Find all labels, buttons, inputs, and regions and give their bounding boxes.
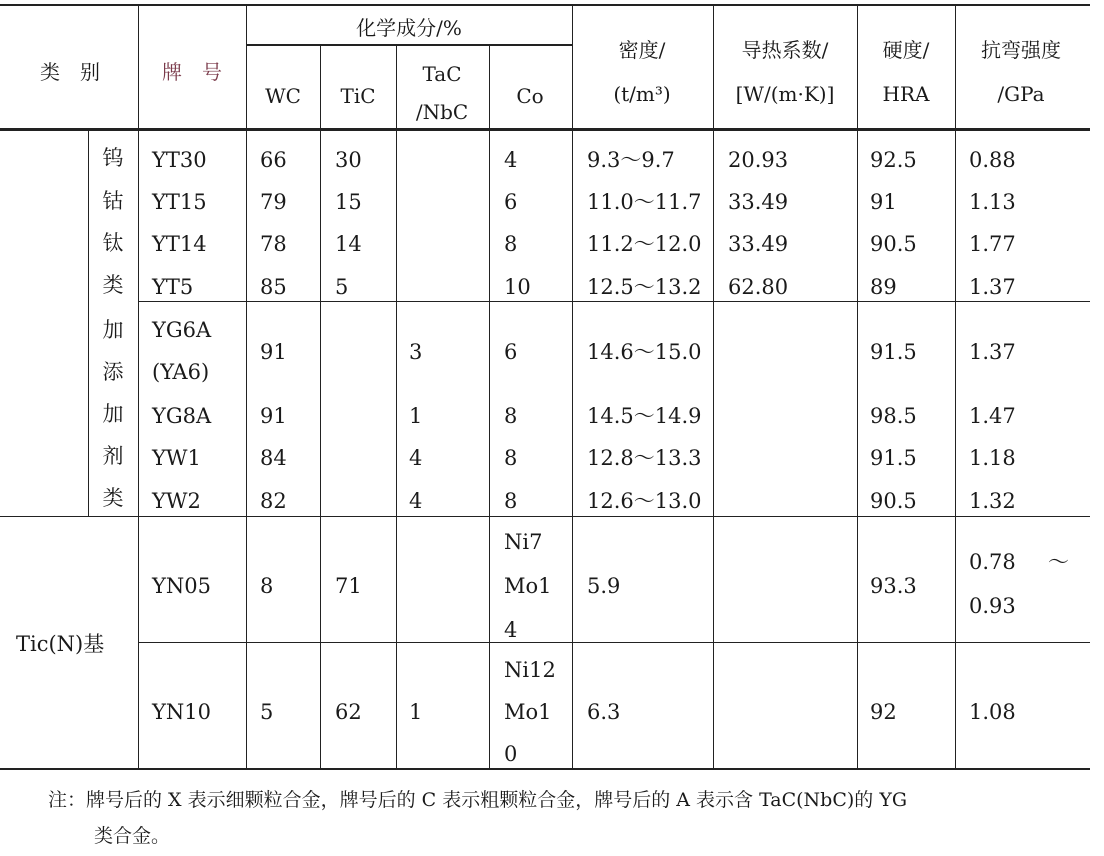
cell-density: 6.3 (587, 700, 621, 724)
cell-density: 11.2～12.0 (587, 232, 702, 256)
cell-wc: 5 (260, 700, 274, 724)
cell-hardness: 91 (870, 190, 897, 214)
header-category: 类 别 (40, 60, 100, 84)
row-divider (138, 642, 1090, 643)
cell-hardness: 92 (870, 700, 897, 724)
cell-strength: 0.78 (969, 550, 1016, 574)
header-tac-line2: /NbC (415, 100, 469, 124)
cell-grade: YG8A (152, 404, 212, 428)
table-footnote: 注：牌号后的 X 表示细颗粒合金，牌号后的 C 表示粗颗粒合金，牌号后的 A 表示含 TaC(NbC)的 YG (48, 789, 908, 811)
cell-grade: YW1 (152, 446, 201, 470)
cell-tac: 1 (409, 700, 423, 724)
cell-tac: 1 (409, 404, 423, 428)
cell-co-line2: Mo1 (504, 574, 552, 598)
cell-wc: 82 (260, 489, 287, 513)
cell-grade: YT30 (152, 148, 207, 172)
cell-strength: 0.88 (969, 148, 1016, 172)
cell-co-line3: 4 (504, 618, 518, 642)
cell-co: 6 (504, 190, 518, 214)
cell-grade-sub: (YA6) (152, 360, 210, 384)
cell-thermal: 62.80 (728, 275, 789, 299)
cell-strength: 1.08 (969, 700, 1016, 724)
group-label-char: 加 (102, 402, 124, 426)
cell-thermal: 33.49 (728, 232, 789, 256)
cell-co: 4 (504, 148, 518, 172)
group-label-char: 钴 (102, 189, 124, 213)
header-thermal-line1: 导热系数/ (741, 38, 829, 62)
cell-co: 6 (504, 340, 518, 364)
group-label-char: 添 (102, 360, 124, 384)
table-footnote-cont: 类合金。 (94, 825, 171, 847)
cell-hardness: 98.5 (870, 404, 917, 428)
cell-wc: 84 (260, 446, 287, 470)
cell-co: Ni12 (504, 658, 556, 682)
cell-wc: 66 (260, 148, 287, 172)
column-divider (138, 5, 139, 769)
cell-hardness: 90.5 (870, 232, 917, 256)
group-label-char: 钨 (102, 146, 124, 170)
header-hardness-line1: 硬度/ (882, 38, 930, 62)
group-label-char: 加 (102, 318, 124, 342)
cell-hardness: 91.5 (870, 340, 917, 364)
header-tac-line1: TaC (422, 62, 462, 86)
cell-density: 5.9 (587, 574, 621, 598)
header-chem-group: 化学成分/% (356, 16, 462, 40)
cell-grade: YT5 (152, 275, 194, 299)
cell-density: 12.5～13.2 (587, 275, 702, 299)
cell-strength: 1.77 (969, 232, 1016, 256)
column-divider (713, 5, 714, 769)
header-hardness-line2: HRA (882, 82, 930, 106)
cell-thermal: 20.93 (728, 148, 789, 172)
cell-tac: 4 (409, 489, 423, 513)
cell-hardness: 89 (870, 275, 897, 299)
column-divider (489, 46, 490, 769)
column-divider (857, 5, 858, 769)
cell-strength: 1.37 (969, 275, 1016, 299)
cell-hardness: 93.3 (870, 574, 917, 598)
cell-hardness: 91.5 (870, 446, 917, 470)
header-strength-line1: 抗弯强度 (981, 38, 1061, 62)
table-top-rule (0, 4, 1090, 6)
cell-tac: 4 (409, 446, 423, 470)
header-tic: TiC (340, 84, 376, 108)
cell-wc: 79 (260, 190, 287, 214)
cell-density: 9.3～9.7 (587, 148, 675, 172)
cell-hardness: 92.5 (870, 148, 917, 172)
cell-co: 8 (504, 404, 518, 428)
cell-density: 12.8～13.3 (587, 446, 702, 470)
cell-density: 14.5～14.9 (587, 404, 702, 428)
cell-tic: 14 (335, 232, 362, 256)
group-divider (0, 516, 1090, 517)
cell-co: 8 (504, 446, 518, 470)
cell-strength-line2: 0.93 (969, 594, 1016, 618)
cell-hardness: 90.5 (870, 489, 917, 513)
cell-tic: 15 (335, 190, 362, 214)
cell-strength: 1.47 (969, 404, 1016, 428)
header-wc: WC (265, 84, 301, 108)
cell-grade: YN10 (152, 700, 211, 724)
cell-wc: 91 (260, 404, 287, 428)
cell-co-line3: 0 (504, 742, 518, 766)
cell-grade: YT15 (152, 190, 207, 214)
column-divider (955, 5, 956, 769)
cell-density: 12.6～13.0 (587, 489, 702, 513)
cell-tic: 62 (335, 700, 362, 724)
cell-co: 10 (504, 275, 531, 299)
table-bottom-rule (0, 768, 1090, 770)
cell-density: 14.6～15.0 (587, 340, 702, 364)
cell-density: 11.0～11.7 (587, 190, 702, 214)
column-divider (88, 130, 89, 516)
cell-co: 8 (504, 232, 518, 256)
header-strength-line2: /GPa (997, 82, 1045, 106)
header-density-line2: (t/m³) (613, 82, 671, 106)
header-grade: 牌 号 (162, 60, 222, 84)
cell-wc: 85 (260, 275, 287, 299)
cell-strength-tilde: ～ (1048, 550, 1069, 574)
cell-strength: 1.13 (969, 190, 1016, 214)
group-label-char: 剂 (102, 444, 124, 468)
header-co: Co (516, 84, 544, 108)
row-divider (138, 301, 1090, 302)
cell-tac: 3 (409, 340, 423, 364)
header-bottom-rule (0, 128, 1090, 131)
group-label-char: 类 (102, 486, 124, 510)
header-density-line1: 密度/ (618, 38, 666, 62)
header-thermal-line2: [W/(m·K)] (735, 82, 835, 106)
cell-wc: 78 (260, 232, 287, 256)
cell-strength: 1.32 (969, 489, 1016, 513)
cell-tic: 71 (335, 574, 362, 598)
group-label-tic-base: Tic(N)基 (16, 632, 105, 656)
cell-strength: 1.37 (969, 340, 1016, 364)
column-divider (396, 46, 397, 769)
column-divider (572, 5, 573, 769)
cell-thermal: 33.49 (728, 190, 789, 214)
cell-grade: YN05 (152, 574, 211, 598)
chem-group-underline (246, 44, 572, 46)
cell-co: Ni7 (504, 530, 543, 554)
group-label-char: 钛 (102, 231, 124, 255)
cell-tic: 30 (335, 148, 362, 172)
group-label-char: 类 (102, 273, 124, 297)
cell-strength: 1.18 (969, 446, 1016, 470)
column-divider (320, 46, 321, 769)
cell-co-line2: Mo1 (504, 700, 552, 724)
cell-tic: 5 (335, 275, 349, 299)
cell-grade: YW2 (152, 489, 201, 513)
cell-wc: 91 (260, 340, 287, 364)
cell-grade: YT14 (152, 232, 207, 256)
cell-co: 8 (504, 489, 518, 513)
cell-wc: 8 (260, 574, 274, 598)
cell-grade: YG6A (152, 318, 212, 342)
column-divider (246, 5, 247, 769)
